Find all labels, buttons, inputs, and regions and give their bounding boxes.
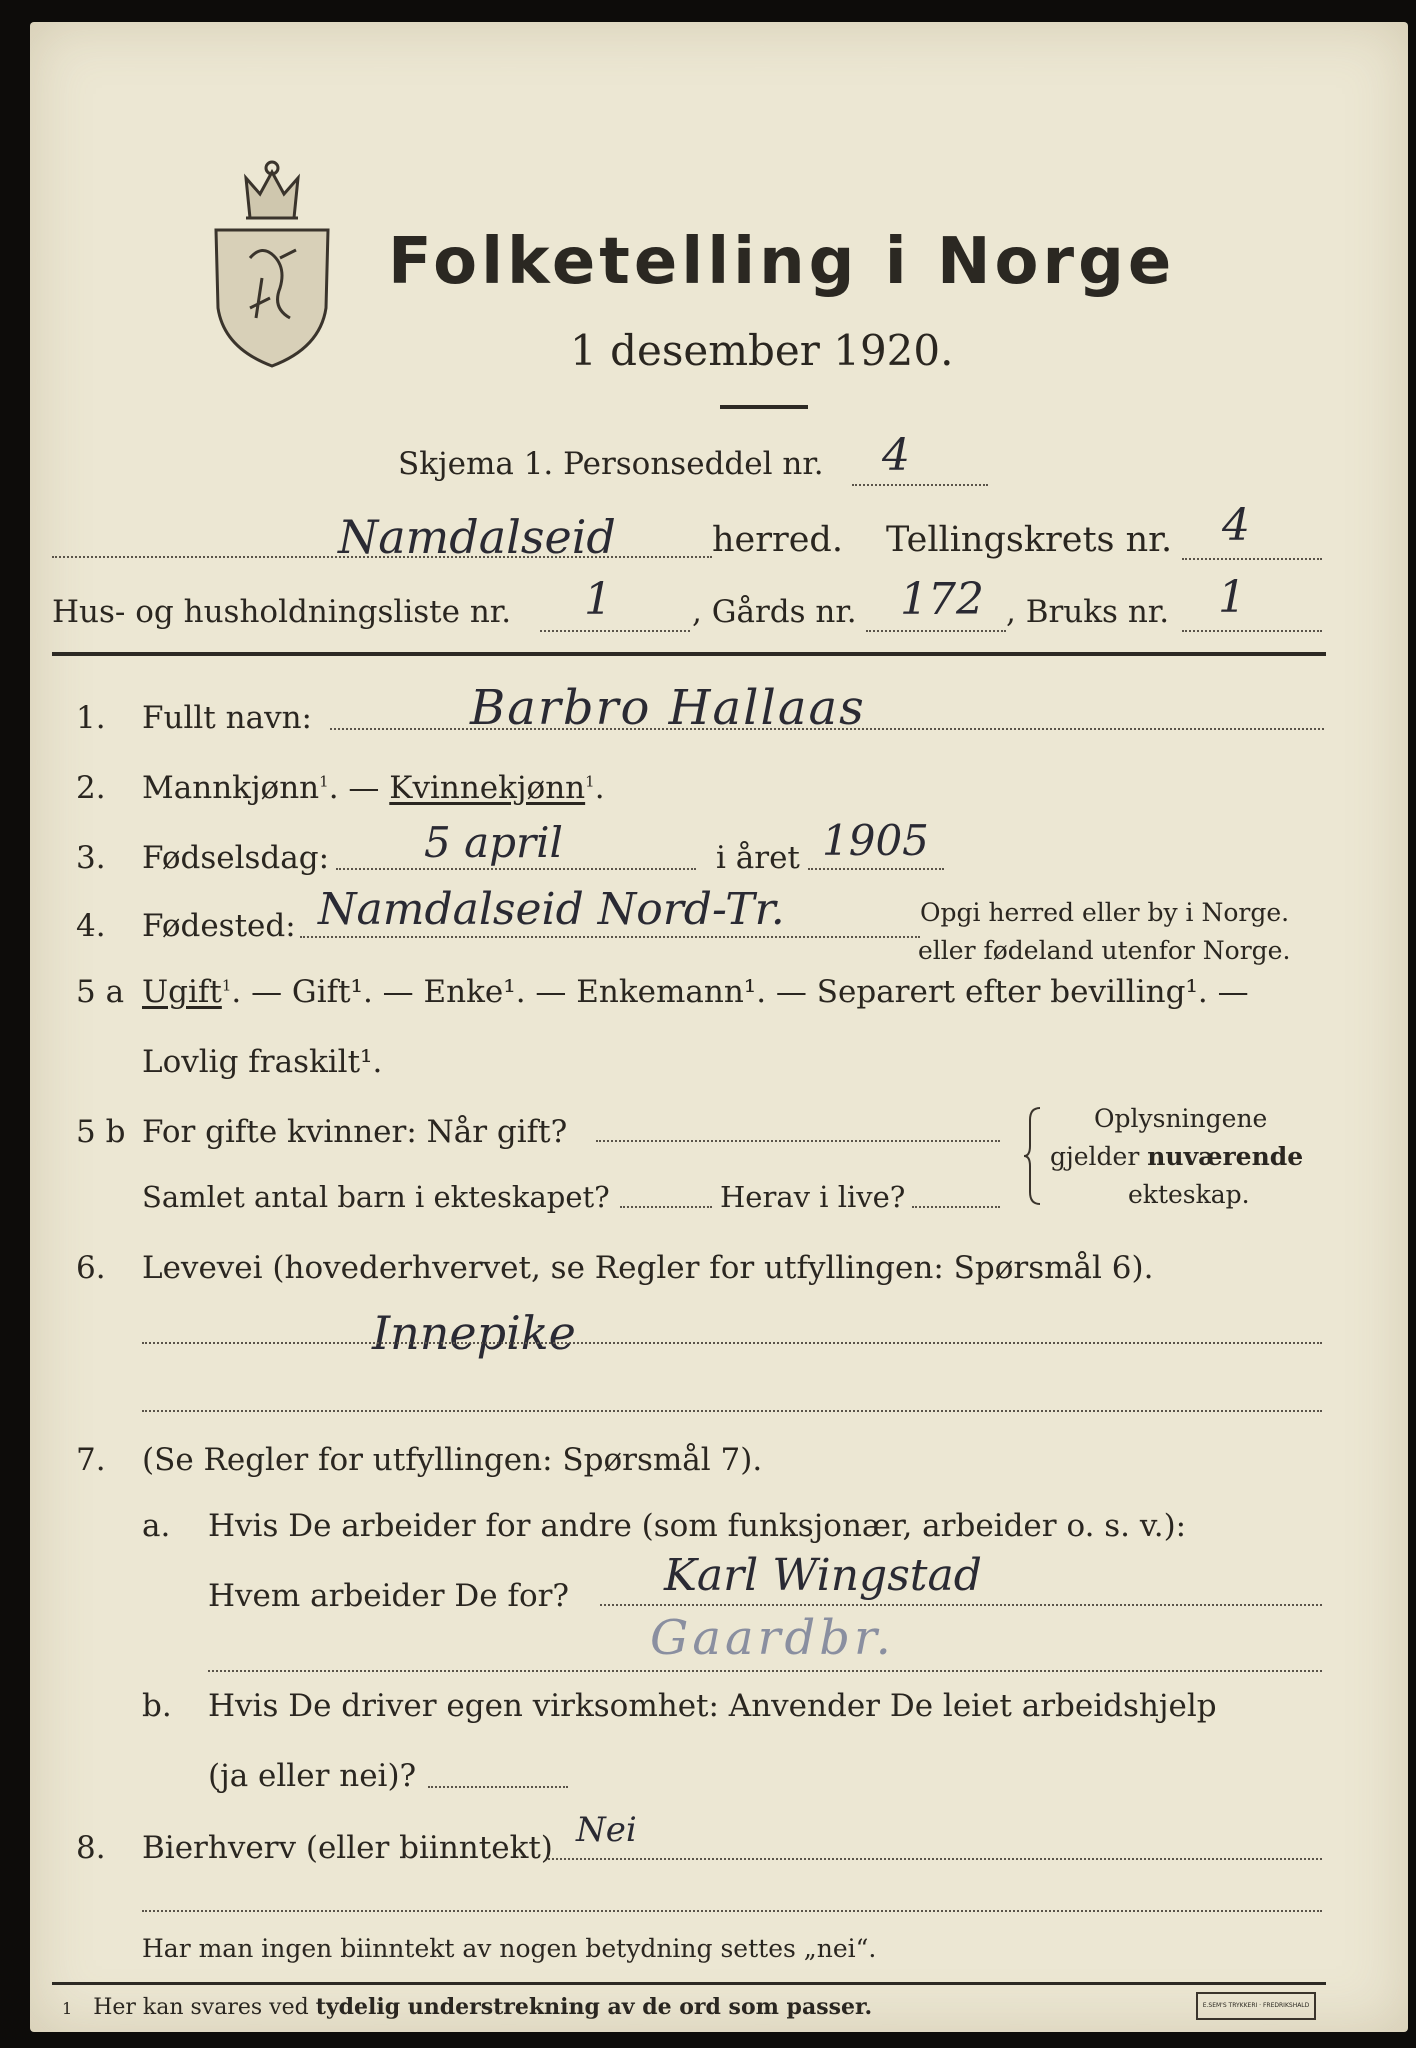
q5a-number: 5 a — [76, 974, 125, 1010]
q7b-letter: b. — [142, 1688, 172, 1724]
q1-label: Fullt navn: — [142, 700, 312, 736]
q4-note-1: Opgi herred eller by i Norge. — [920, 898, 1290, 927]
gards-label: , Gårds nr. — [692, 594, 857, 630]
ugift-option: Ugift — [142, 974, 222, 1010]
form-title: Folketelling i Norge — [388, 225, 1176, 299]
personseddel-nr: 4 — [882, 430, 910, 481]
form-date: 1 desember 1920. — [570, 326, 954, 375]
q6-line-2 — [142, 1410, 1322, 1412]
q5b-label-3: Herav i live? — [720, 1180, 906, 1214]
q2-separator: . — — [328, 770, 380, 806]
q2-gender: Mannkjønn$^1$. — Kvinnekjønn$^1$. — [142, 770, 605, 806]
tellingskrets-line — [1182, 558, 1322, 560]
herred-label: herred. — [712, 520, 843, 560]
q4-number: 4. — [76, 908, 106, 944]
gards-nr: 172 — [900, 574, 984, 625]
q5a-line-2: Lovlig fraskilt¹. — [142, 1044, 383, 1080]
q6-number: 6. — [76, 1250, 106, 1286]
printer-stamp: E.SEM'S TRYKKERI · FREDRIKSHALD — [1196, 1992, 1316, 2020]
q7a-employer: Karl Wingstad — [664, 1550, 982, 1601]
bruks-line — [1182, 630, 1322, 632]
q4-note-2: eller fødeland utenfor Norge. — [918, 936, 1291, 965]
q4-line — [300, 936, 920, 938]
gards-line — [866, 630, 1006, 632]
q5b-note-2 — [1050, 1142, 1303, 1171]
header-dotted-row — [52, 556, 712, 558]
footnote — [62, 1994, 872, 2020]
q7-number: 7. — [76, 1442, 106, 1478]
q5b-label-1: For gifte kvinner: Når gift? — [142, 1114, 568, 1150]
q5b-line-1 — [596, 1140, 1000, 1142]
q7a-letter: a. — [142, 1508, 171, 1544]
q4-birthplace: Namdalseid Nord-Tr. — [318, 884, 785, 935]
q5a-other-options: . — Gift¹. — Enke¹. — Enkemann¹. — Separert efter bevilling¹. — — [231, 974, 1249, 1010]
q5b-label-2: Samlet antal barn i ekteskapet? — [142, 1180, 610, 1214]
q3-number: 3. — [76, 840, 106, 876]
skjema-label: Skjema 1. Personseddel nr. — [398, 446, 824, 482]
q5b-note-3: ekteskap. — [1128, 1180, 1250, 1209]
norwegian-coat-of-arms-icon — [210, 158, 334, 368]
q5b-note-1: Oplysningene — [1094, 1104, 1268, 1133]
q5b-line-3 — [912, 1206, 1000, 1208]
q8-number: 8. — [76, 1830, 106, 1866]
q2-number: 2. — [76, 770, 106, 806]
personseddel-line — [852, 484, 988, 486]
footnote-bold: tydelig understrekning av de ord som passer. — [315, 1994, 873, 2020]
q2-end: . — [594, 770, 605, 806]
husliste-line — [540, 630, 690, 632]
q7-label: (Se Regler for utfyllingen: Spørsmål 7). — [142, 1442, 763, 1478]
bruks-label: , Bruks nr. — [1006, 594, 1170, 630]
q5b-note-2b: nuværende — [1147, 1142, 1304, 1171]
footnote-number: 1 — [62, 1999, 73, 2018]
q4-label: Fødested: — [142, 908, 296, 944]
q7b-line — [428, 1786, 568, 1788]
q5b-note-2a: gjelder — [1050, 1142, 1140, 1171]
q5b-line-2 — [620, 1206, 712, 1208]
header-rule — [52, 652, 1326, 656]
brace-icon — [1022, 1106, 1044, 1206]
q3-birth-year: 1905 — [822, 816, 929, 865]
q8-label: Bierhverv (eller biinntekt) — [142, 1830, 553, 1866]
bruks-nr: 1 — [1218, 572, 1246, 623]
q8-line-2 — [142, 1910, 1322, 1912]
husliste-label: Hus- og husholdningsliste nr. — [52, 594, 512, 630]
q8-line — [548, 1858, 1322, 1860]
q5b-number: 5 b — [76, 1114, 126, 1150]
mannkjonn-option: Mannkjønn — [142, 770, 320, 806]
tellingskrets-nr: 4 — [1222, 500, 1250, 551]
husliste-nr: 1 — [584, 574, 612, 625]
tellingskrets-label: Tellingskrets nr. — [886, 520, 1173, 560]
q6-line-1 — [142, 1342, 1322, 1344]
q3-year-label: i året — [716, 840, 800, 876]
q3-label: Fødselsdag: — [142, 840, 330, 876]
footnote-text: Her kan svares ved — [93, 1995, 309, 2020]
q1-number: 1. — [76, 700, 106, 736]
q7a-line — [600, 1604, 1322, 1606]
q7b-question: (ja eller nei)? — [208, 1758, 417, 1794]
footer-note: Har man ingen biinntekt av nogen betydning settes „nei“. — [142, 1934, 877, 1963]
q3-birthday: 5 april — [424, 818, 563, 867]
q7a-line-2 — [208, 1670, 1322, 1672]
title-divider — [720, 405, 808, 409]
q8-side-income: Nei — [576, 1810, 637, 1850]
herred-value: Namdalseid — [338, 510, 616, 564]
q3-year-line — [808, 868, 944, 870]
q5a-options: Ugift$^1$. — Gift¹. — Enke¹. — Enkemann¹. — Separert efter bevilling¹. — — [142, 974, 1249, 1010]
q6-label: Levevei (hovederhvervet, se Regler for utfyllingen: Spørsmål 6). — [142, 1250, 1154, 1286]
q1-full-name: Barbro Hallaas — [470, 680, 866, 736]
kvinnekjonn-option: Kvinnekjønn — [389, 770, 586, 806]
q7a-text: Hvis De arbeider for andre (som funksjonær, arbeider o. s. v.): — [208, 1508, 1187, 1544]
footer-rule — [52, 1982, 1326, 1985]
q7b-text: Hvis De driver egen virksomhet: Anvender De leiet arbeidshjelp — [208, 1688, 1217, 1724]
q3-line — [336, 868, 696, 870]
q7a-question: Hvem arbeider De for? — [208, 1578, 570, 1614]
q6-occupation: Innepike — [372, 1306, 576, 1360]
q7a-employer-note: Gaardbr. — [650, 1610, 895, 1666]
